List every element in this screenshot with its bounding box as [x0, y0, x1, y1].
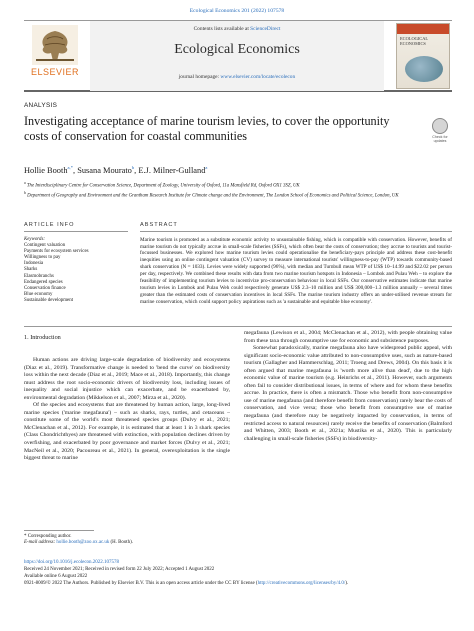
body-paragraph: megafauna (Lewison et al., 2004; McClenachan et al., 2012), with people obtaining value from these taxa through consumptive use for economic and subsistence purposes. [244, 330, 452, 344]
article-type: ANALYSIS [24, 102, 58, 109]
article-info-heading: ARTICLE INFO [24, 222, 75, 228]
journal-reference[interactable]: Ecological Economics 201 (2022) 107578 [189, 8, 285, 14]
keyword-item: Elasmobranchs [24, 273, 54, 279]
author-name[interactable]: Susana Mourato [77, 165, 132, 175]
keyword-item: Indonesia [24, 261, 44, 267]
divider [140, 231, 452, 232]
license-line [24, 581, 452, 588]
affiliations [24, 180, 454, 200]
license-text: 0921-8009/© 2022 The Authors. Published by Elsevier B.V. This is an open access article under the CC BY license ( [24, 580, 258, 586]
author-affiliation-marker[interactable]: a,* [67, 165, 73, 170]
homepage-prefix: journal homepage: [178, 74, 221, 80]
body-paragraph: Of the species and ecosystems that are threatened by human action, large, long-lived marine species ('marine megafauna') – such as sharks, rays, turtles, and cetaceans – constitute some of the world's most threatened species groups (Dulvy et al., 2021; McClenachan et al., 2012). For example, it is estimated that at least 1 in 3 shark species (Class Chondrichthyes) are threatened with extinction, with population declines driven by overfishing, and exacerbated by poor governance and market forces (Dulvy et al., 2021; MacNeil et al., 2020; Pacoureau et al., 2021). In general, overexploitation is the single biggest threat to marine [24, 402, 230, 462]
cover-artwork [405, 56, 443, 82]
keywords-label: Keywords: [24, 236, 46, 242]
contents-line [90, 26, 384, 32]
elsevier-wordmark: ELSEVIER [30, 67, 80, 77]
email-line [24, 540, 230, 546]
check-updates-label: Check for updates [432, 135, 448, 143]
body-paragraph: Somewhat paradoxically, marine megafauna also have widespread public appeal, with significant socio-economic value attributed to non-consumptive uses, such as nature-based tourism (Gallagher and Hammerschlag, 2011; Troeng and Drews, 2004). On this basis it is often argued that marine megafauna is 'worth more alive than dead', due to the high economic value of marine tourism (e.g. Heinrichs et al., 2011). However, such arguments often fail to consider distributional issues, in terms of where and for whom these benefits accrue. In practice, there is often a mismatch. Those who benefit from non-consumptive use of marine megafauna (and therefore benefit from conservation) rarely bear the costs of conservation, and vice versa; those who benefit from consumptive use of marine megafauna (and therefore may be negatively impacted by conservation, in terms of restricted access to natural resources) rarely receive the benefits of conservation (Balmford and Whitten, 2003; Booth et al., 2021a; Mustika et al., 2020). This is particularly challenging in small-scale fisheries (SSFs) in biodiversity- [244, 345, 452, 442]
email-label: E-mail address: [24, 540, 57, 545]
keyword-item: Endangered species [24, 279, 63, 285]
keyword-item: Sharks [24, 267, 38, 273]
footnote-marker: * [24, 533, 27, 539]
keyword-item: Contingent valuation [24, 242, 66, 248]
journal-cover-thumbnail[interactable] [396, 23, 450, 89]
section-title-introduction: 1. Introduction [24, 334, 61, 341]
keyword-item: Blue economy [24, 292, 53, 298]
title-block [24, 114, 396, 143]
abstract-end-divider [24, 326, 452, 327]
email-suffix: (H. Booth). [109, 540, 133, 545]
author-affiliation-marker[interactable]: b [131, 165, 135, 170]
abstract-text: Marine tourism is promoted as a substitute economic activity to unsustainable fishing, which is compatible with conservation. However, benefits of marine tourism do not typically accrue in small-scale fisheries (SSFs), which often bear the costs of conservation; they accrue to tourists and tourist-focussed businesses. We explored how marine tourism levies could operationalise the beneficiary-pays principle and address these cost-benefit inequities using an online contingent valuation (CV) survey to measure international tourists' willingness-to-pay (WTP) towards community-based shark conservation (N = 1033). Levies were widely supported (96%), with median and Turnbull mean WTP of US$ 10–14.99 and $22.02 per person per day, respectively. We combined these results with data from two marine tourism hotspots in Indonesia – Lombok and Pulau Weh – to explore the feasibility of implementing tourism levies to incentivize pro-conservation behaviour in local SSFs. Our conservative estimates indicate that marine tourism levies in Lombok and Pulau Weh could respectively generate US$ 2.3–10 million and US$ 300,000–1.3 million annually – several times greater than the estimated costs of conservation incentives in local SSFs. The marine tourism industry offers an under-utilised revenue stream for marine conservation, which could support policy aspirations such as 'a sustainable and equitable blue economy'. [140, 236, 452, 305]
license-link[interactable]: http://creativecommons.org/licenses/by/4.0/ [257, 580, 346, 586]
contents-prefix: Contents lists available at [193, 26, 251, 32]
affiliation-item [24, 180, 454, 190]
keyword-item: Payments for ecosystem services [24, 248, 89, 254]
keyword-item: Willingness to pay [24, 255, 61, 260]
divider [24, 231, 128, 232]
check-updates-icon [432, 118, 448, 134]
journal-title: Ecological Economics [174, 42, 300, 57]
article-history: Received 24 November 2021; Received in revised form 22 July 2022; Accepted 1 August 2022 [24, 566, 215, 572]
affiliation-text: Department of Geography and Environment and the Grantham Research Institute for Climate change and the Environment, The London School of Economics and Political Science, London, UK [27, 193, 399, 199]
doi-link[interactable]: https://doi.org/10.1016/j.ecolecon.2022.107578 [24, 560, 120, 565]
affiliation-marker: a [24, 181, 26, 185]
affiliation-item [24, 190, 454, 200]
abstract-heading: ABSTRACT [140, 222, 178, 228]
keyword-item: Conservation finance [24, 286, 66, 292]
affiliation-marker: b [24, 190, 26, 195]
keyword-item: Sustainable development [24, 298, 74, 304]
affiliation-text: The Interdisciplinary Centre for Conservation Science, Department of Zoology, University of Oxford, 11a Mansfield Rd, Oxford OX1 3SZ, UK [26, 183, 300, 189]
article-info-column [24, 222, 128, 305]
check-for-updates-button[interactable] [430, 118, 450, 142]
footnote [24, 530, 230, 546]
license-suffix: ). [345, 580, 349, 586]
available-online: Available online 6 August 2022 [24, 573, 88, 579]
footnote-label: Corresponding author. [27, 533, 72, 539]
cover-title: ECOLOGICAL ECONOMICS [400, 36, 428, 46]
journal-homepage-link[interactable]: www.elsevier.com/locate/ecolecon [220, 74, 296, 80]
footnote-divider [24, 530, 94, 531]
abstract-column [140, 222, 452, 306]
author-list: Hollie Booth$^{a,*}$, Susana Mourato$^b$, E.J. Milner-Gulland$^a$ [24, 165, 208, 175]
sciencedirect-link[interactable]: ScienceDirect [250, 26, 281, 32]
author-affiliation-marker[interactable]: a [205, 165, 208, 170]
journal-masthead [24, 20, 452, 92]
masthead-center [90, 21, 384, 91]
elsevier-logo[interactable] [26, 25, 84, 87]
body-right-column [244, 330, 452, 443]
author-name[interactable]: E.J. Milner-Gulland [138, 165, 206, 175]
homepage-line [90, 74, 384, 80]
elsevier-tree-icon [32, 25, 78, 65]
article-title: Investigating acceptance of marine tourism levies, to cover the opportunity costs of conservation for coastal communities [24, 114, 390, 143]
publication-details [24, 560, 452, 588]
body-left-column [24, 330, 230, 463]
author-name[interactable]: Hollie Booth [24, 165, 68, 175]
cover-band [397, 24, 449, 34]
body-paragraph: Human actions are driving large-scale degradation of biodiversity and ecosystems (Diaz et al., 2019). Transformative change is needed to 'bend the curve' on biodiversity loss within the next decade (Diaz et al., 2019; Mace et al., 2018). Importantly, this change must address the root socio-economic drivers of biodiversity loss, including issues of inequality and social injustice which can exacerbate, and be exacerbated by, environmental degradation (Mikkelson et al., 2007; Mirza et al., 2020). [24, 357, 230, 401]
author-email-link[interactable]: hollie.booth@zoo.ox.ac.uk [56, 540, 110, 545]
